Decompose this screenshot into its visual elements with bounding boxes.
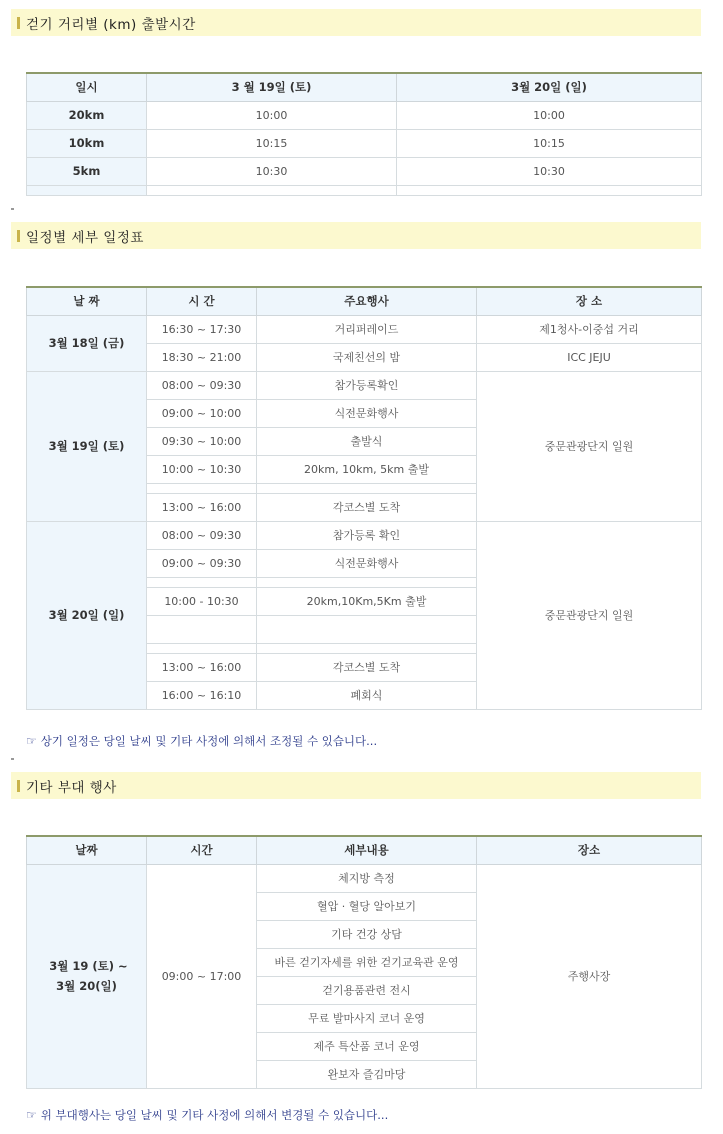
column-header: 시 간 (147, 287, 257, 315)
table-row (27, 371, 702, 399)
column-header: 3 월 19일 (토) (147, 73, 397, 101)
time-cell: 09:00 ~ 17:00 (147, 864, 257, 1088)
detail-schedule-table (26, 286, 702, 710)
column-header: 3월 20일 (일) (397, 73, 702, 101)
event-cell (257, 483, 477, 493)
event-cell: 식전문화행사 (257, 399, 477, 427)
note-text: 상기 일정은 당일 날씨 및 기타 사정에 의해서 조정될 수 있습니다... (40, 734, 378, 748)
table-row (27, 129, 702, 157)
section-header-side-events (11, 772, 701, 799)
section-title: 기타 부대 행사 (26, 779, 117, 796)
place-cell: 중문관광단지 일원 (477, 371, 702, 521)
table-header-row (27, 836, 702, 864)
event-cell (257, 577, 477, 587)
time-cell: 09:30 ~ 10:00 (147, 427, 257, 455)
detail-cell: 체지방 측정 (257, 864, 477, 892)
column-header: 장소 (477, 836, 702, 864)
bullet-bar-icon (17, 230, 20, 242)
time-cell: 10:00 ~ 10:30 (147, 455, 257, 483)
column-header: 세부내용 (257, 836, 477, 864)
time-cell (147, 577, 257, 587)
place-cell: 제1청사-이중섭 거리 (477, 315, 702, 343)
column-header: 날짜 (27, 836, 147, 864)
time-cell: 10:15 (147, 129, 397, 157)
time-cell: 10:00 (397, 101, 702, 129)
table-row (27, 864, 702, 892)
time-cell: 10:00 (147, 101, 397, 129)
event-cell: 참가등록 확인 (257, 521, 477, 549)
section-title: 일정별 세부 일정표 (26, 229, 144, 246)
event-cell (257, 643, 477, 653)
divider (11, 758, 14, 760)
distance-cell: 5km (27, 157, 147, 185)
bullet-bar-icon (17, 780, 20, 792)
pointing-hand-icon: ☞ (26, 1108, 37, 1122)
detail-cell: 기타 건강 상담 (257, 920, 477, 948)
time-cell: 16:30 ~ 17:30 (147, 315, 257, 343)
table-row (27, 157, 702, 185)
place-cell: 중문관광단지 일원 (477, 521, 702, 709)
event-cell: 각코스별 도착 (257, 653, 477, 681)
event-cell: 출발식 (257, 427, 477, 455)
time-cell (147, 643, 257, 653)
time-cell (147, 483, 257, 493)
section-title: 걷기 거리별 (km) 출발시간 (26, 16, 196, 33)
distance-cell: 10km (27, 129, 147, 157)
event-cell: 참가등록확인 (257, 371, 477, 399)
table-row-empty (27, 185, 702, 195)
column-header: 시간 (147, 836, 257, 864)
event-cell: 각코스별 도착 (257, 493, 477, 521)
column-header: 장 소 (477, 287, 702, 315)
pointing-hand-icon: ☞ (26, 734, 37, 748)
place-cell: ICC JEJU (477, 343, 702, 371)
schedule-note (26, 733, 377, 749)
table-row (27, 315, 702, 343)
event-cell: 20km,10Km,5Km 출발 (257, 587, 477, 615)
detail-cell: 무료 발마사지 코너 운영 (257, 1004, 477, 1032)
time-cell: 09:00 ~ 09:30 (147, 549, 257, 577)
date-cell: 3월 19일 (토) (27, 371, 147, 521)
time-cell: 13:00 ~ 16:00 (147, 653, 257, 681)
note-text: 위 부대행사는 당일 날씨 및 기타 사정에 의해서 변경될 수 있습니다... (40, 1108, 389, 1122)
place-cell: 주행사장 (477, 864, 702, 1088)
detail-cell: 완보자 즐김마당 (257, 1060, 477, 1088)
event-cell: 20km, 10km, 5km 출발 (257, 455, 477, 483)
date-cell: 3월 20일 (일) (27, 521, 147, 709)
bullet-bar-icon (17, 17, 20, 29)
table-row (27, 521, 702, 549)
event-cell: 폐회식 (257, 681, 477, 709)
time-cell: 10:15 (397, 129, 702, 157)
date-cell: 3월 18일 (금) (27, 315, 147, 371)
side-events-table (26, 835, 702, 1089)
start-time-table (26, 72, 702, 196)
time-cell: 10:30 (397, 157, 702, 185)
time-cell: 16:00 ~ 16:10 (147, 681, 257, 709)
section-header-schedule (11, 222, 701, 249)
table-header-row (27, 287, 702, 315)
column-header: 주요행사 (257, 287, 477, 315)
date-line: 3월 20(일) (56, 979, 117, 993)
event-cell: 국제친선의 밤 (257, 343, 477, 371)
side-events-note (26, 1107, 388, 1123)
column-header: 일시 (27, 73, 147, 101)
time-cell: 18:30 ~ 21:00 (147, 343, 257, 371)
time-cell: 08:00 ~ 09:30 (147, 371, 257, 399)
event-cell: 거리퍼레이드 (257, 315, 477, 343)
time-cell: 10:30 (147, 157, 397, 185)
detail-cell: 바른 걷기자세를 위한 걷기교육관 운영 (257, 948, 477, 976)
time-cell: 13:00 ~ 16:00 (147, 493, 257, 521)
time-cell (147, 615, 257, 643)
detail-cell: 제주 특산품 코너 운영 (257, 1032, 477, 1060)
column-header: 날 짜 (27, 287, 147, 315)
time-cell: 09:00 ~ 10:00 (147, 399, 257, 427)
table-row (27, 101, 702, 129)
table-header-row (27, 73, 702, 101)
distance-cell: 20km (27, 101, 147, 129)
time-cell: 10:00 - 10:30 (147, 587, 257, 615)
section-header-start-times (11, 9, 701, 36)
time-cell: 08:00 ~ 09:30 (147, 521, 257, 549)
event-cell (257, 615, 477, 643)
detail-cell: 혈압 · 혈당 알아보기 (257, 892, 477, 920)
divider (11, 208, 14, 210)
date-line: 3월 19 (토) ~ (49, 959, 128, 973)
detail-cell: 걷기용품관련 전시 (257, 976, 477, 1004)
date-cell (27, 864, 147, 1088)
event-cell: 식전문화행사 (257, 549, 477, 577)
